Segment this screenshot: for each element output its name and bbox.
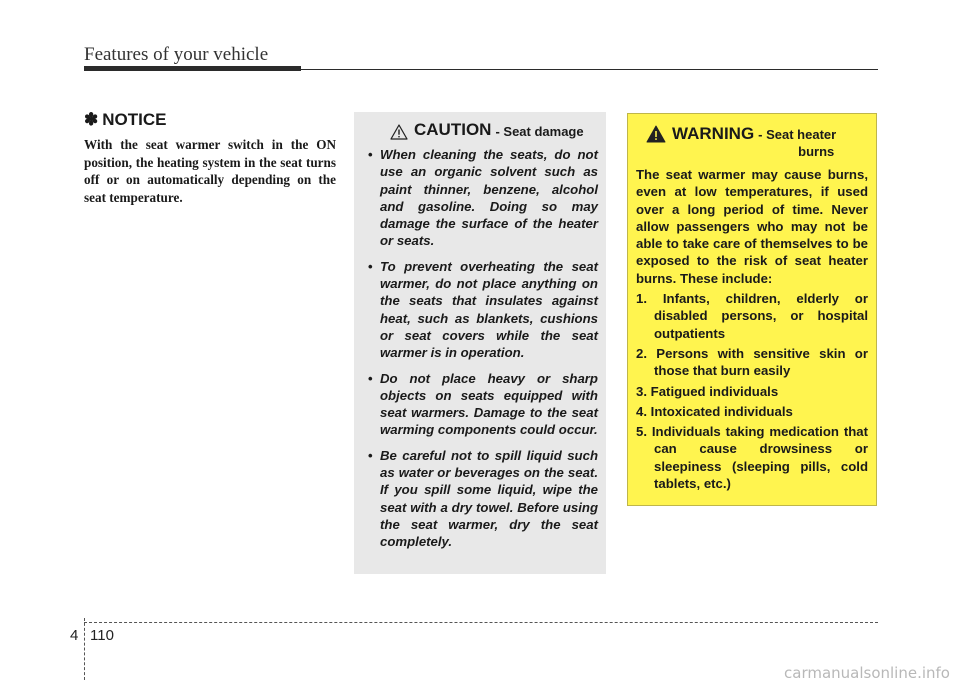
caution-list xyxy=(364,146,598,551)
caution-title: CAUTION xyxy=(414,120,492,139)
notice-body: With the seat warmer switch in the ON position, the heating system in the seat turns off or on automatically depending on the seat temperature. xyxy=(84,137,336,205)
caution-box xyxy=(354,112,606,574)
page-header-title: Features of your vehicle xyxy=(84,44,269,65)
header-rule-thick xyxy=(84,66,301,71)
warning-item: 5. Individuals taking medication that can cause drowsiness or sleepiness (sleeping pills, cold tablets, etc.) xyxy=(636,424,868,492)
warning-item: 3. Fatigued individuals xyxy=(636,383,779,399)
notice-section xyxy=(84,110,336,206)
footer-rule xyxy=(84,622,878,623)
caution-item: • When cleaning the seats, do not use an organic solvent such as paint thinner, benzene, alcohol and gasoline. Doing so may damage the surface of the heater or seats. xyxy=(368,147,598,249)
warning-title: WARNING xyxy=(672,124,755,143)
warning-item: 2. Persons with sensitive skin or those that burn easily xyxy=(636,345,868,379)
caution-header xyxy=(390,120,598,140)
warning-triangle-icon xyxy=(646,125,666,143)
warning-header xyxy=(646,124,868,160)
chapter-number: 4 xyxy=(70,627,79,644)
warning-item: 4. Intoxicated individuals xyxy=(636,403,793,419)
notice-heading xyxy=(84,110,336,130)
warning-box xyxy=(627,113,877,506)
warning-subtitle: - Seat heater burns xyxy=(758,127,837,159)
warning-list xyxy=(636,290,868,492)
caution-subtitle: - Seat damage xyxy=(495,124,584,139)
caution-item: • Do not place heavy or sharp objects on seats equipped with seat warmers. Damage to the seat warming components could occur. xyxy=(368,370,598,438)
watermark: carmanualsonline.info xyxy=(784,664,950,682)
page-number: 110 xyxy=(90,627,114,644)
warning-body: The seat warmer may cause burns, even at low temperatures, if used over a long period of time. Never allow passengers who may not be able to take care of themselves to be exposed to the risk of seat heater burns. These include: xyxy=(636,167,868,286)
caution-triangle-icon xyxy=(390,124,408,140)
caution-item: • To prevent overheating the seat warmer, do not place anything on the seats that insulates against heat, such as blankets, cushions or seat covers while the seat warmer is in operation. xyxy=(368,258,598,361)
caution-item: • Be careful not to spill liquid such as water or beverages on the seat. If you spill some liquid, wipe the seat with a dry towel. Before using the seat warmer, dry the seat completely. xyxy=(368,447,598,550)
notice-cross-icon: ✽ xyxy=(84,110,99,129)
warning-item: 1. Infants, children, elderly or disabled persons, or hospital outpatients xyxy=(636,291,868,341)
footer-divider xyxy=(84,618,85,680)
header-rule-thin xyxy=(301,69,878,70)
notice-title: NOTICE xyxy=(102,110,167,129)
